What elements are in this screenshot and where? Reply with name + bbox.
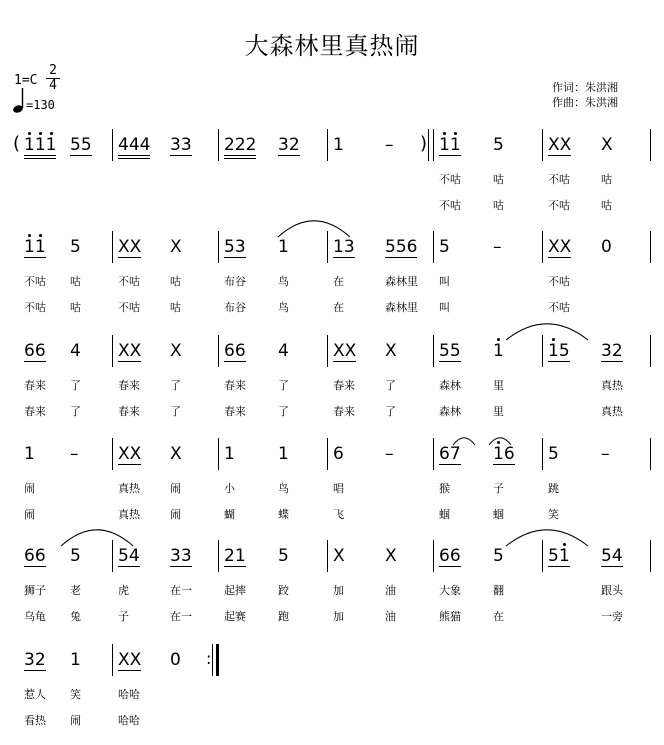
- note-group: 54: [118, 546, 140, 566]
- lyric-verse2: 不咕: [439, 199, 461, 212]
- lyric-verse2: 了: [278, 405, 289, 418]
- key-signature: 1=C: [14, 73, 38, 88]
- barline: [433, 335, 434, 367]
- slur-mark: [60, 528, 134, 546]
- lyric-verse1: 咕: [70, 275, 81, 288]
- lyric-verse1: 鸟: [278, 275, 289, 288]
- lyric-verse2: 蝴: [224, 508, 235, 521]
- barline: [433, 540, 434, 572]
- final-barline: [216, 644, 219, 676]
- note-group: –: [385, 444, 394, 464]
- lyric-verse2: 了: [70, 405, 81, 418]
- note-group: 5: [493, 546, 504, 566]
- lyric-verse2: 真热: [601, 405, 623, 418]
- lyric-verse2: 咕: [170, 301, 181, 314]
- note-group: –: [493, 237, 502, 257]
- lyric-verse2: 森林: [439, 405, 461, 418]
- lyric-verse1: 了: [70, 379, 81, 392]
- lyric-verse2: 蝈: [493, 508, 504, 521]
- lyric-verse2: 飞: [333, 508, 344, 521]
- lyric-verse1: 不咕: [24, 275, 46, 288]
- lyric-verse1: 森林里: [385, 275, 418, 288]
- note-group: 5: [439, 237, 450, 257]
- note-group: 5: [70, 237, 81, 257]
- lyric-verse1: 春来: [118, 379, 140, 392]
- repeat-dots: :: [206, 649, 212, 668]
- note-group: 33: [170, 135, 192, 155]
- barline: [327, 129, 328, 161]
- note-group: 66: [439, 546, 461, 566]
- barline: [433, 438, 434, 470]
- lyric-verse1: 笑: [70, 688, 81, 701]
- note-group: 16: [493, 444, 515, 464]
- note-group: X: [170, 237, 182, 257]
- barline: [218, 231, 219, 263]
- barline: [433, 129, 434, 161]
- lyric-verse1: 狮子: [24, 584, 46, 597]
- barline: [542, 231, 543, 263]
- lyric-verse1: 咕: [170, 275, 181, 288]
- lyric-verse1: 油: [385, 584, 396, 597]
- lyric-verse2: 叫: [439, 301, 450, 314]
- note-group: XX: [118, 650, 142, 670]
- lyric-verse1: 唱: [333, 482, 344, 495]
- lyric-verse2: 不咕: [548, 199, 570, 212]
- note-group: X: [333, 546, 345, 566]
- lyric-verse1: 在一: [170, 584, 192, 597]
- note-group: 21: [224, 546, 246, 566]
- lyric-verse1: 春来: [224, 379, 246, 392]
- barline: [218, 335, 219, 367]
- note-group: 55: [70, 135, 92, 155]
- note-group: X: [170, 444, 182, 464]
- note-group: 66: [24, 341, 46, 361]
- note-group: 32: [278, 135, 300, 155]
- barline: [327, 335, 328, 367]
- lyricist: 作词：朱洪湘: [552, 81, 618, 94]
- lyric-verse2: 看热: [24, 714, 46, 727]
- lyric-verse1: 真热: [118, 482, 140, 495]
- lyric-verse2: 了: [385, 405, 396, 418]
- lyric-verse1: 猴: [439, 482, 450, 495]
- lyric-verse2: 加: [333, 610, 344, 623]
- song-title: 大森林里真热闹: [244, 32, 420, 60]
- lyric-verse2: 蝶: [278, 508, 289, 521]
- lyric-verse2: 哈哈: [118, 714, 140, 727]
- lyric-verse1: 小: [224, 482, 235, 495]
- time-signature-bottom: 4: [46, 78, 60, 93]
- note-group: XX: [118, 341, 142, 361]
- lyric-verse2: 春来: [118, 405, 140, 418]
- lyric-verse2: 闹: [170, 508, 181, 521]
- lyric-verse2: 森林里: [385, 301, 418, 314]
- lyric-verse1: 老: [70, 584, 81, 597]
- lyric-verse2: 闹: [70, 714, 81, 727]
- note-group: 13: [333, 237, 355, 257]
- lyric-verse2: 熊猫: [439, 610, 461, 623]
- lyric-verse1: 了: [170, 379, 181, 392]
- slur-mark: [505, 528, 589, 546]
- note-group: 53: [224, 237, 246, 257]
- note-group: 5: [548, 444, 559, 464]
- lyric-verse1: 子: [493, 482, 504, 495]
- note-group: 0: [170, 650, 181, 670]
- note-group: 4: [278, 341, 289, 361]
- lyric-verse2: 乌龟: [24, 610, 46, 623]
- lyric-verse2: 跑: [278, 610, 289, 623]
- note-group: 5: [493, 135, 504, 155]
- lyric-verse1: 了: [278, 379, 289, 392]
- note-group: 15: [548, 341, 570, 361]
- barline: [327, 540, 328, 572]
- slur-mark: [505, 322, 589, 340]
- barline: [433, 231, 434, 263]
- barline: [218, 438, 219, 470]
- lyric-verse1: 加: [333, 584, 344, 597]
- lyric-verse2: 油: [385, 610, 396, 623]
- note-group: 1: [224, 444, 235, 464]
- note-group: –: [601, 444, 610, 464]
- barline: [650, 231, 651, 263]
- lyric-verse2: 兔: [70, 610, 81, 623]
- note-group: XX: [118, 237, 142, 257]
- barline: [112, 644, 113, 676]
- note-group: 11: [439, 135, 461, 155]
- lyric-verse1: 咕: [493, 173, 504, 186]
- note-group: 1: [70, 650, 81, 670]
- note-group: 1: [493, 341, 504, 361]
- note-group: 54: [601, 546, 623, 566]
- note-group: XX: [333, 341, 357, 361]
- tempo-marking: =130: [26, 98, 55, 112]
- note-group: 51: [548, 546, 570, 566]
- lyric-verse1: 不咕: [439, 173, 461, 186]
- lyric-verse1: 翻: [493, 584, 504, 597]
- paren-close: ): [420, 133, 428, 154]
- slur-mark: [277, 219, 351, 237]
- lyric-verse2: 咕: [493, 199, 504, 212]
- lyric-verse1: 鸟: [278, 482, 289, 495]
- barline: [650, 540, 651, 572]
- barline: [112, 335, 113, 367]
- lyric-verse2: 咕: [70, 301, 81, 314]
- barline: [112, 129, 113, 161]
- final-barline: [212, 644, 213, 676]
- note-group: X: [385, 546, 397, 566]
- lyric-verse1: 春来: [333, 379, 355, 392]
- note-group: 33: [170, 546, 192, 566]
- lyric-verse1: 真热: [601, 379, 623, 392]
- barline: [112, 231, 113, 263]
- lyric-verse2: 布谷: [224, 301, 246, 314]
- barline: [428, 129, 429, 161]
- barline: [218, 129, 219, 161]
- lyric-verse1: 跟头: [601, 584, 623, 597]
- lyric-verse2: 了: [170, 405, 181, 418]
- lyric-verse1: 不咕: [548, 173, 570, 186]
- note-group: 1: [333, 135, 344, 155]
- lyric-verse1: 跤: [278, 584, 289, 597]
- lyric-verse1: 咕: [601, 173, 612, 186]
- note-group: 67: [439, 444, 461, 464]
- credits: [552, 80, 618, 110]
- note-group: –: [70, 444, 79, 464]
- lyric-verse1: 叫: [439, 275, 450, 288]
- note-group: 1: [278, 444, 289, 464]
- barline: [218, 540, 219, 572]
- note-group: 4: [70, 341, 81, 361]
- paren-open: (: [13, 133, 21, 154]
- note-group: X: [170, 341, 182, 361]
- lyric-verse2: 咕: [601, 199, 612, 212]
- barline: [327, 438, 328, 470]
- lyric-verse2: 蝈: [439, 508, 450, 521]
- note-group: 0: [601, 237, 612, 257]
- note-group: 55: [439, 341, 461, 361]
- lyric-verse2: 鸟: [278, 301, 289, 314]
- note-group: 66: [24, 546, 46, 566]
- lyric-verse2: 里: [493, 405, 504, 418]
- lyric-verse2: 在一: [170, 610, 192, 623]
- lyric-verse1: 森林: [439, 379, 461, 392]
- lyric-verse1: 闹: [24, 482, 35, 495]
- lyric-verse2: 不咕: [24, 301, 46, 314]
- lyric-verse2: 春来: [224, 405, 246, 418]
- note-group: 5: [70, 546, 81, 566]
- slur-mark: [488, 437, 512, 445]
- lyric-verse1: 跳: [548, 482, 559, 495]
- time-signature: [46, 64, 60, 93]
- barline: [542, 438, 543, 470]
- lyric-verse1: 在: [333, 275, 344, 288]
- lyric-verse1: 里: [493, 379, 504, 392]
- lyric-verse1: 不咕: [118, 275, 140, 288]
- note-group: 1: [24, 444, 35, 464]
- lyric-verse1: 闹: [170, 482, 181, 495]
- lyric-verse2: 春来: [333, 405, 355, 418]
- lyric-verse2: 子: [118, 610, 129, 623]
- note-group: X: [385, 341, 397, 361]
- barline: [650, 129, 651, 161]
- note-group: 5: [278, 546, 289, 566]
- note-group: 11: [24, 237, 46, 257]
- note-group: 66: [224, 341, 246, 361]
- note-group: 1: [278, 237, 289, 257]
- lyric-verse1: 大象: [439, 584, 461, 597]
- note-group: 556: [385, 237, 418, 257]
- note-group: XX: [118, 444, 142, 464]
- barline: [112, 438, 113, 470]
- note-group: 32: [601, 341, 623, 361]
- note-group: –: [385, 135, 394, 155]
- note-group: XX: [548, 135, 572, 155]
- lyric-verse1: 哈哈: [118, 688, 140, 701]
- note-group: 6: [333, 444, 344, 464]
- lyric-verse2: 春来: [24, 405, 46, 418]
- lyric-verse1: 了: [385, 379, 396, 392]
- slur-mark: [452, 437, 476, 445]
- lyric-verse1: 虎: [118, 584, 129, 597]
- lyric-verse2: 一旁: [601, 610, 623, 623]
- note-group: X: [601, 135, 613, 155]
- note-group: 32: [24, 650, 46, 670]
- lyric-verse1: 惹人: [24, 688, 46, 701]
- lyric-verse2: 在: [333, 301, 344, 314]
- lyric-verse1: 布谷: [224, 275, 246, 288]
- lyric-verse2: 不咕: [118, 301, 140, 314]
- lyric-verse2: 起赛: [224, 610, 246, 623]
- note-group: XX: [548, 237, 572, 257]
- time-signature-top: 2: [49, 63, 57, 78]
- barline: [650, 335, 651, 367]
- note-group: 222: [224, 135, 256, 159]
- lyric-verse2: 不咕: [548, 301, 570, 314]
- note-group: 111: [24, 135, 56, 159]
- lyric-verse2: 真热: [118, 508, 140, 521]
- lyric-verse1: 起摔: [224, 584, 246, 597]
- barline: [650, 438, 651, 470]
- note-group: 444: [118, 135, 150, 159]
- lyric-verse1: 春来: [24, 379, 46, 392]
- lyric-verse2: 在: [493, 610, 504, 623]
- lyric-verse1: 不咕: [548, 275, 570, 288]
- composer: 作曲：朱洪湘: [552, 96, 618, 109]
- lyric-verse2: 笑: [548, 508, 559, 521]
- barline: [542, 129, 543, 161]
- lyric-verse2: 闹: [24, 508, 35, 521]
